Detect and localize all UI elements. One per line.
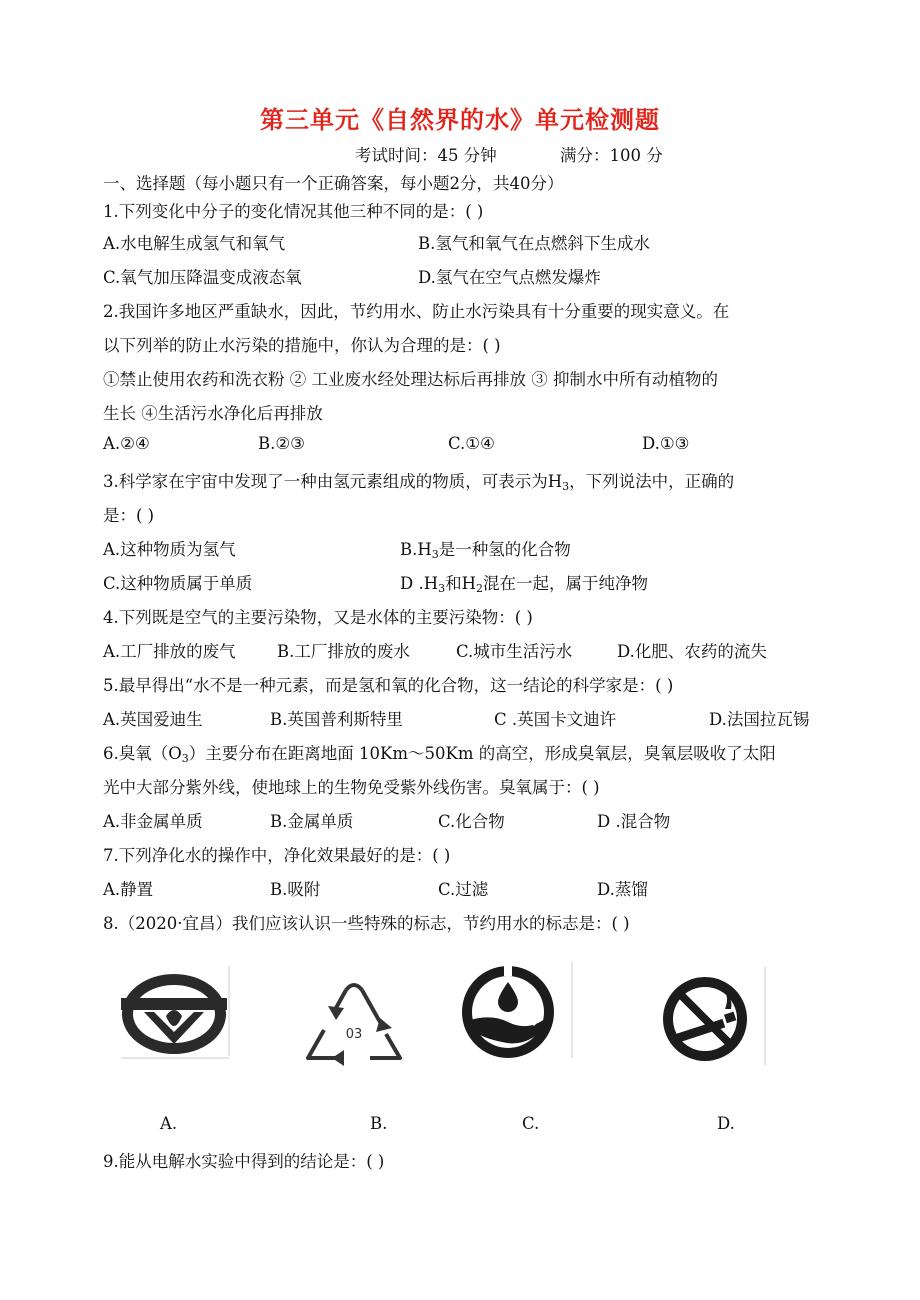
q4-stem: 4.下列既是空气的主要污染物，又是水体的主要污染物：( ) <box>103 608 533 627</box>
q1-stem: 1.下列变化中分子的变化情况其他三种不同的是：( ) <box>103 202 484 221</box>
no-smoking-icon <box>641 965 769 1067</box>
q8-image-c <box>442 960 577 1060</box>
q6-stem-line2: 光中大部分紫外线，使地球上的生物免受紫外线伤害。臭氧属于：( ) <box>103 778 600 797</box>
q7-option-c: C.过滤 <box>438 880 489 899</box>
q6-option-c: C.化合物 <box>438 812 505 831</box>
q2-option-b: B.②③ <box>258 434 305 453</box>
q7-option-b: B.吸附 <box>270 880 321 899</box>
q2-stem-line3: ①禁止使用农药和洗衣粉 ② 工业废水经处理达标后再排放 ③ 抑制水中所有动植物的 <box>103 370 718 389</box>
q2-option-d: D.①③ <box>642 434 690 453</box>
q4-option-a: A.工厂排放的废气 <box>103 642 236 661</box>
recycle-code-text: 03 <box>345 1027 363 1042</box>
q3-stem-line2: 是：( ) <box>103 506 155 525</box>
q1-option-a: A.水电解生成氢气和氧气 <box>103 234 286 253</box>
q3-option-d-post: 混在一起，属于纯净物 <box>483 574 648 593</box>
exam-time: 考试时间：45 分钟 <box>355 146 497 165</box>
q8-image-a <box>117 964 233 1060</box>
q8-caption-c: C. <box>522 1114 540 1133</box>
q3-option-d-pre: D .H <box>400 574 439 593</box>
q8-caption-b: B. <box>370 1114 388 1133</box>
q6-stem-line1 <box>103 740 776 764</box>
q4-option-d: D.化肥、农药的流失 <box>617 642 767 661</box>
q3-option-b-subscript: 3 <box>431 548 439 561</box>
q4-option-c: C.城市生活污水 <box>456 642 573 661</box>
q2-stem-line2: 以下列举的防止水污染的措施中，你认为合理的是：( ) <box>103 336 501 355</box>
q3-option-d-subscript2: 2 <box>476 582 483 595</box>
q6-option-b: B.金属单质 <box>270 812 354 831</box>
q1-option-d: D.氢气在空气点燃发爆炸 <box>418 268 601 287</box>
q4-option-b: B.工厂排放的废水 <box>277 642 410 661</box>
q1-option-b: B.氢气和氧气在点燃斜下生成水 <box>418 234 650 253</box>
q2-stem-line1: 2.我国许多地区严重缺水，因此，节约用水、防止水污染具有十分重要的现实意义。在 <box>103 302 730 321</box>
q5-option-c: C .英国卡文迪许 <box>494 710 617 729</box>
q5-option-a: A.英国爱迪生 <box>103 710 203 729</box>
exam-score: 满分：100 分 <box>560 146 663 165</box>
q3-stem-line1 <box>103 468 734 492</box>
q3-option-b-post: 是一种氢的化合物 <box>438 540 571 559</box>
q3-option-c: C.这种物质属于单质 <box>103 574 253 593</box>
q6-stem-subscript: 3 <box>181 752 189 765</box>
q6-stem-text2: ）主要分布在距离地面 10Km～50Km 的高空，形成臭氧层，臭氧层吸收了太阳 <box>188 744 776 763</box>
q8-caption-d: D. <box>717 1114 735 1133</box>
q3-option-a: A.这种物质为氢气 <box>103 540 236 559</box>
q7-option-d: D.蒸馏 <box>597 880 648 899</box>
quality-mark-icon <box>117 964 233 1060</box>
q8-image-d <box>641 965 769 1067</box>
q6-stem-text1: 6.臭氧（O <box>103 744 182 763</box>
q2-option-a: A.②④ <box>103 434 150 453</box>
recycle-symbol-icon <box>298 978 410 1070</box>
q5-option-b: B.英国普利斯特里 <box>270 710 403 729</box>
q1-option-c: C.氧气加压降温变成液态氧 <box>103 268 302 287</box>
q7-option-a: A.静置 <box>103 880 154 899</box>
q7-stem: 7.下列净化水的操作中，净化效果最好的是：( ) <box>103 846 451 865</box>
exam-meta <box>355 142 663 166</box>
q8-caption-a: A. <box>160 1114 178 1133</box>
q8-image-b <box>298 978 410 1070</box>
exam-title: 第三单元《自然界的水》单元检测题 <box>260 106 660 134</box>
water-saving-icon <box>442 960 577 1060</box>
q5-stem: 5.最早得出“水不是一种元素，而是氢和氧的化合物，这一结论的科学家是：( ) <box>103 676 674 695</box>
q3-option-b-pre: B.H <box>400 540 432 559</box>
section-heading: 一、选择题（每小题只有一个正确答案，每小题2分，共40分） <box>103 174 564 193</box>
q2-stem-line4: 生长 ④生活污水净化后再排放 <box>103 404 323 423</box>
q3-option-d-mid: 和H <box>445 574 476 593</box>
q6-option-a: A.非金属单质 <box>103 812 203 831</box>
q3-stem-text1: 3.科学家在宇宙中发现了一种由氢元素组成的物质，可表示为H <box>103 472 563 491</box>
q2-option-c: C.①④ <box>448 434 495 453</box>
q3-stem-subscript: 3 <box>562 480 570 493</box>
q9-stem: 9.能从电解水实验中得到的结论是：( ) <box>103 1152 385 1171</box>
q5-option-d: D.法国拉瓦锡 <box>709 710 810 729</box>
q3-stem-text2: ，下列说法中，正确的 <box>569 472 735 491</box>
q3-option-b <box>400 536 571 560</box>
q3-option-d <box>400 570 648 594</box>
q8-stem: 8.（2020·宜昌）我们应该认识一些特殊的标志，节约用水的标志是：( ) <box>103 914 630 933</box>
q6-option-d: D .混合物 <box>597 812 671 831</box>
q3-option-d-subscript1: 3 <box>438 582 446 595</box>
